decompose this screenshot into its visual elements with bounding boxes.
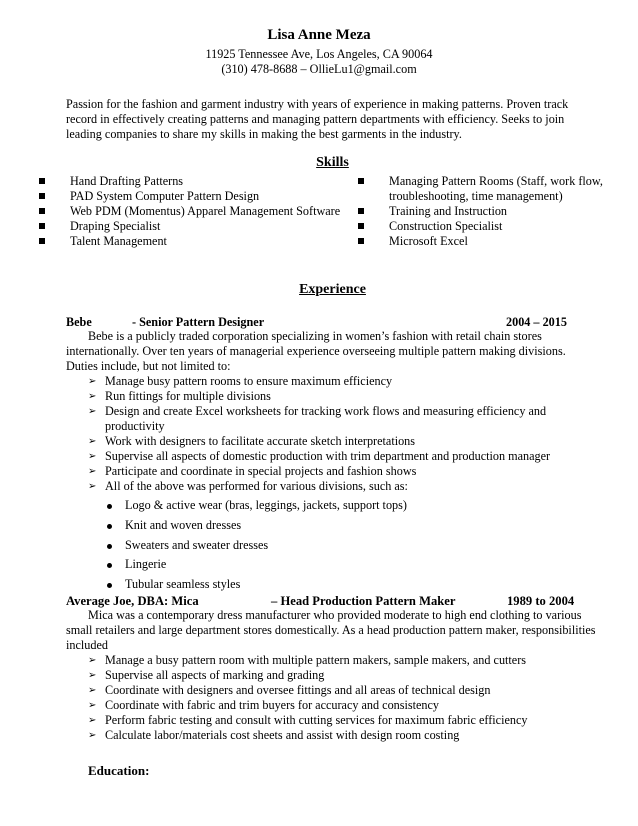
duty-item: ➢ Supervise all aspects of marking and grading [88, 668, 325, 682]
skill-item: Hand Drafting Patterns [38, 174, 358, 189]
skill-item: Managing Pattern Rooms (Staff, work flow, troubleshooting, time management) [357, 174, 607, 204]
duties-list [88, 374, 598, 494]
candidate-name: Lisa Anne Meza [267, 27, 371, 43]
divisions-list [105, 496, 525, 595]
company-name: Bebe [66, 315, 92, 329]
arrow-bullet-icon: ➢ [88, 715, 97, 726]
division-item: Logo & active wear (bras, leggings, jackets, support tops) [105, 496, 525, 516]
duty-item: ➢ Manage a busy pattern room with multiple pattern makers, sample makers, and cutters [88, 653, 527, 667]
skill-item: Draping Specialist [38, 219, 358, 234]
duty-item: ➢ Work with designers to facilitate accurate sketch interpretations [88, 434, 416, 448]
skills-heading: Skills [316, 155, 349, 170]
job-description: Bebe is a publicly traded corporation specializing in women’s fashion with retail chain stores internationally. Over ten years of managerial experience overseeing multiple pattern making divisions. Duties include, but not limited to: [66, 329, 566, 373]
arrow-bullet-icon: ➢ [88, 466, 97, 477]
company-name: Average Joe, DBA: Mica [66, 594, 199, 608]
job-description: Mica was a contemporary dress manufacturer who provided moderate to high end clothing to various small retailers and large department stores domestically. As a head production pattern maker, responsibilities included [66, 608, 596, 652]
duty-item: ➢ Run fittings for multiple divisions [88, 389, 271, 403]
duty-item: ➢ Manage busy pattern rooms to ensure maximum efficiency [88, 374, 393, 388]
skill-item: Talent Management [38, 234, 358, 249]
job-years: 1989 to 2004 [507, 594, 575, 608]
arrow-bullet-icon: ➢ [88, 685, 97, 696]
duty-item: ➢ Calculate labor/materials cost sheets and assist with design room costing [88, 728, 460, 742]
education-heading: Education: [88, 763, 150, 778]
arrow-bullet-icon: ➢ [88, 655, 97, 666]
arrow-bullet-icon: ➢ [88, 406, 97, 417]
skills-list-right [357, 174, 607, 249]
division-item: Knit and woven dresses [105, 516, 525, 536]
skill-item: Construction Specialist [357, 219, 607, 234]
arrow-bullet-icon: ➢ [88, 700, 97, 711]
duty-item: ➢ Supervise all aspects of domestic production with trim department and production manager [88, 449, 551, 463]
job-title: - Senior Pattern Designer [132, 315, 265, 329]
arrow-bullet-icon: ➢ [88, 730, 97, 741]
division-item: Tubular seamless styles [105, 575, 525, 595]
arrow-bullet-icon: ➢ [88, 481, 97, 492]
duties-list [88, 653, 598, 743]
arrow-bullet-icon: ➢ [88, 436, 97, 447]
summary-paragraph: Passion for the fashion and garment industry with years of experience in making patterns. Proven track record in effectively creating patterns and managing pattern departments with efficiency. Seeks to join leading companies to share my skills in making the best garments in the industry. [66, 97, 569, 141]
division-item: Sweaters and sweater dresses [105, 536, 525, 556]
arrow-bullet-icon: ➢ [88, 670, 97, 681]
experience-heading: Experience [299, 282, 366, 297]
arrow-bullet-icon: ➢ [88, 391, 97, 402]
skills-list-left [38, 174, 358, 249]
duty-item: ➢ Participate and coordinate in special projects and fashion shows [88, 464, 417, 478]
job-years: 2004 – 2015 [506, 315, 567, 329]
division-item: Lingerie [105, 555, 525, 575]
duty-item: ➢ Coordinate with fabric and trim buyers for accuracy and consistency [88, 698, 440, 712]
duty-item: ➢ All of the above was performed for various divisions, such as: [88, 479, 408, 493]
skill-item: Training and Instruction [357, 204, 607, 219]
skill-item: PAD System Computer Pattern Design [38, 189, 358, 204]
skill-item: Microsoft Excel [357, 234, 607, 249]
duty-item: ➢ Design and create Excel worksheets for tracking work flows and measuring efficiency and productivity [88, 404, 547, 433]
arrow-bullet-icon: ➢ [88, 376, 97, 387]
job-title: – Head Production Pattern Maker [271, 594, 456, 608]
address-line: 11925 Tennessee Ave, Los Angeles, CA 90064 [205, 47, 433, 61]
contact-line: (310) 478-8688 – OllieLu1@gmail.com [221, 62, 417, 76]
arrow-bullet-icon: ➢ [88, 451, 97, 462]
skill-item: Web PDM (Momentus) Apparel Management Software [38, 204, 358, 219]
duty-item: ➢ Coordinate with designers and oversee fittings and all areas of technical design [88, 683, 491, 697]
duty-item: ➢ Perform fabric testing and consult with cutting services for maximum fabric efficiency [88, 713, 528, 727]
